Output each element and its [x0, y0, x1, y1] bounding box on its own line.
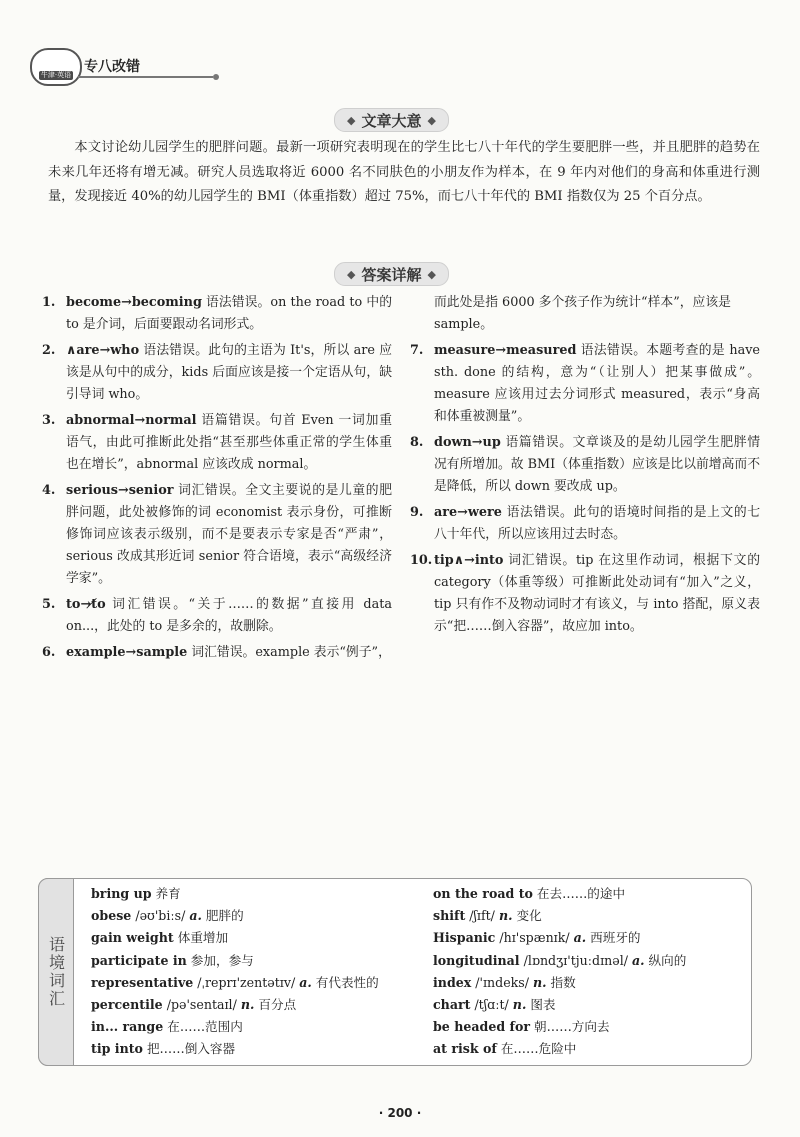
logo-text: 牛津·英语 [40, 70, 72, 79]
vocab-entry: participate in 参加，参与 [91, 952, 254, 968]
vocab-entry: at risk of 在……危险中 [433, 1041, 577, 1057]
diamond-icon: ◆ [347, 267, 356, 281]
vocab-entry: percentile /pə'sentaɪl/ n. 百分点 [91, 997, 297, 1013]
answer-item: 7. measure→measured 语法错误。本题考查的是 have sth. done 的结构，意为“（让别人）把某事做成”。measure 应该用过去分词形式 measured，表示“身高和体重被测量”。 [410, 343, 760, 424]
vocab-entry: obese /əʊ'biːs/ a. 肥胖的 [91, 908, 244, 924]
answer-item: 1. become→becoming 语法错误。on the road to 中的 to 是介词，后面要跟动名词形式。 [42, 295, 392, 332]
diamond-icon: ◆ [347, 113, 356, 127]
vocab-entry: bring up 养育 [91, 886, 181, 901]
vocabulary-box [38, 878, 752, 1066]
vocab-entry: gain weight 体重增加 [91, 930, 229, 946]
vocab-entry: longitudinal /lɒndʒɪ'tjuːdɪnəl/ a. 纵向的 [433, 952, 687, 968]
diamond-icon: ◆ [427, 267, 436, 281]
summary-paragraph: 本文讨论幼儿园学生的肥胖问题。最新一项研究表明现在的学生比七八十年代的学生要肥胖一些，并且肥胖的趋势在未来几年还将有增无减。研究人员选取将近 6000 名不同肤色的小朋友作为样本，在 9 年内对他们的身高和体重进行测量，发现接近 40%的幼儿园学生的 BMI（体重指数）超过 75%，而七八十年代的 BMI 指数仅为 25 个百分点。 [48, 140, 760, 204]
answers-heading [334, 262, 449, 286]
vocabulary-label: 语境词汇 [38, 878, 74, 1066]
vocab-entry: index /'ɪndeks/ n. 指数 [433, 974, 576, 990]
vocab-entry: representative /ˌreprɪ'zentətɪv/ a. 有代表性的 [91, 974, 379, 990]
series-logo [30, 48, 82, 86]
answers-heading-text: 答案详解 [361, 265, 422, 284]
answer-item: 5. to→t̸o 词汇错误。“关于……的数据”直接用 data on...，此处的 to 是多余的，故删除。 [42, 597, 392, 634]
series-title: 专八改错 [84, 59, 140, 75]
page-header [30, 48, 190, 84]
answer-item: 2. ∧are→who 语法错误。此句的主语为 It's，所以 are 应该是从句中的成分，kids 后面应该是接一个定语从句，缺引导词 who。 [42, 343, 392, 402]
diamond-icon: ◆ [427, 113, 436, 127]
answer-item: 4. serious→senior 词汇错误。全文主要说的是儿童的肥胖问题，此处被修饰的词 economist 表示身份，可推断修饰词应该表示级别，而不是要表示专家是否“严肃”，serious 改成其形近词 senior 符合语境，表示“高级经济学家”。 [42, 483, 392, 586]
vocab-entry: tip into 把……倒入容器 [91, 1041, 236, 1057]
vocab-entry: chart /tʃɑːt/ n. 图表 [433, 997, 556, 1013]
answers-left-column [42, 292, 392, 668]
summary-heading-text: 文章大意 [361, 111, 422, 130]
vocab-entry: Hispanic /hɪ'spænɪk/ a. 西班牙的 [433, 930, 641, 946]
answer-item: 3. abnormal→normal 语篇错误。句首 Even 一词加重语气，由此可推断此处指“甚至那些体重正常的学生体重也在增长”，abnormal 应该改成 normal。 [42, 413, 392, 472]
answer-item: 10. tip∧→into 词汇错误。tip 在这里作动词，根据下文的 category（体重等级）可推断此处动词有“加入”之义，tip 只有作不及物动词时才有该义，与 into 搭配，原义表示“把……倒入容器”，故应加 into。 [410, 553, 760, 634]
answer-item: 6. example→sample 词汇错误。example 表示“例子”， [42, 645, 391, 660]
vocabulary-left-column [91, 883, 421, 1061]
vocab-entry: be headed for 朝……方向去 [433, 1019, 610, 1035]
answer-item: 8. down→up 语篇错误。文章谈及的是幼儿园学生肥胖情况有所增加。故 BMI（体重指数）应该是比以前增高而不是降低，所以 down 要改成 up。 [410, 435, 760, 494]
vocab-entry: in... range 在……范围内 [91, 1019, 243, 1035]
answer-item: 9. are→were 语法错误。此句的语境时间指的是上文的七八十年代，所以应该用过去时态。 [410, 505, 760, 542]
vocab-entry: shift /ʃɪft/ n. 变化 [433, 908, 542, 924]
answers-right-column [410, 292, 760, 642]
summary-heading [334, 108, 449, 132]
answer-continuation: 而此处是指 6000 多个孩子作为统计“样本”，应该是 sample。 [434, 295, 731, 332]
page-number: · 200 · [378, 1106, 422, 1120]
vocab-entry: on the road to 在去……的途中 [433, 886, 626, 901]
header-divider [78, 76, 213, 78]
vocabulary-right-column [433, 883, 743, 1061]
